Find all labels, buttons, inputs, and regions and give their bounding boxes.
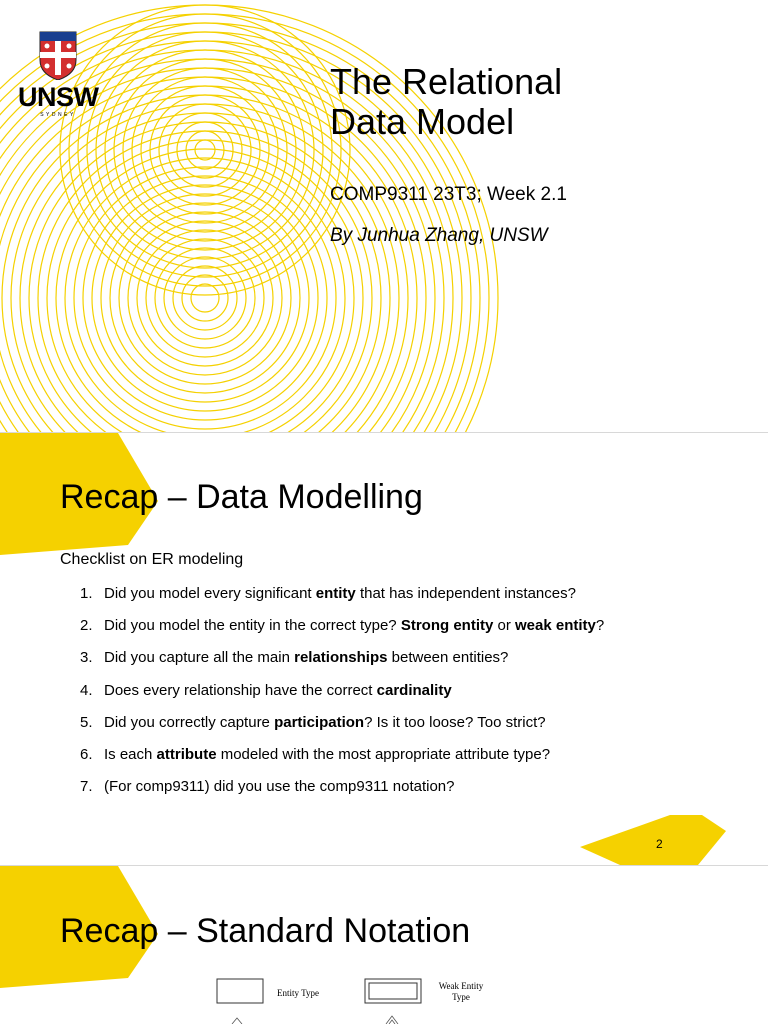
decorative-ring — [191, 284, 219, 312]
course-info: COMP9311 23T3; Week 2.1 — [330, 184, 567, 205]
decorative-ring — [105, 50, 305, 250]
decorative-ring — [159, 104, 251, 196]
title-line-1: The Relational — [330, 61, 563, 102]
item-number: 3. — [80, 649, 93, 667]
weak-entity-label-line-1: Weak Entity — [438, 981, 484, 991]
item-number: 4. — [80, 681, 93, 699]
relationship-symbol — [232, 1018, 242, 1024]
title-slide — [0, 0, 768, 432]
slide-heading: Recap – Standard Notation — [60, 912, 471, 950]
decorative-ring — [164, 257, 246, 339]
item-text: Did you model every significant — [104, 585, 316, 602]
slide-title — [330, 62, 562, 142]
decorative-ring — [101, 194, 309, 402]
item-bold-term: attribute — [156, 745, 217, 763]
item-text: Does every relationship have the correct — [104, 681, 377, 699]
decorative-ring — [92, 185, 318, 411]
item-text: ? — [595, 617, 605, 635]
decorative-ring — [2, 95, 408, 432]
decorative-ring — [123, 68, 287, 232]
item-text: modeled with the most appropriate attribute type? — [216, 745, 551, 763]
logo-wordmark: UNSW — [18, 82, 99, 112]
decorative-ring — [150, 95, 260, 205]
item-bold-term: cardinality — [376, 681, 452, 699]
item-bold-term: participation — [274, 713, 365, 731]
checklist-item — [80, 615, 604, 647]
item-text: (For comp9311) did you use the comp9311 notation? — [104, 778, 455, 796]
item-text: Is each — [104, 745, 157, 763]
logo-subtitle: SYDNEY — [40, 112, 76, 118]
checklist-item — [80, 583, 604, 615]
checklist — [80, 583, 604, 808]
decorative-ring — [74, 167, 336, 429]
crest-icon — [18, 30, 98, 80]
title-line-2: Data Model — [330, 101, 515, 142]
item-number: 2. — [80, 617, 93, 635]
weak-entity-label — [433, 981, 489, 1003]
slide-heading: Recap – Data Modelling — [60, 478, 423, 516]
checklist-item — [80, 776, 604, 808]
page-number-shape — [580, 815, 726, 865]
recap-data-modelling-slide — [0, 433, 768, 865]
item-bold-term: relationships — [294, 649, 388, 667]
item-bold-term: weak entity — [515, 617, 596, 635]
weak-entity-label-line-2: Type — [452, 992, 470, 1002]
item-text: Did you model the entity in the correct type? — [104, 617, 401, 635]
item-bold-term: entity — [315, 585, 356, 602]
item-number: 6. — [80, 745, 93, 763]
decorative-ring — [119, 212, 291, 384]
item-text: that has independent instances? — [355, 585, 576, 602]
item-text: Did you correctly capture — [104, 713, 275, 731]
item-text: ? Is it too loose? Too strict? — [364, 713, 546, 731]
item-number: 7. — [80, 778, 93, 796]
recap-standard-notation-slide — [0, 866, 768, 1024]
item-number: 5. — [80, 713, 93, 731]
checklist-item — [80, 712, 604, 744]
weak-entity-inner-symbol — [369, 983, 417, 999]
author-info: By Junhua Zhang, UNSW — [330, 225, 548, 246]
decorative-ring — [195, 140, 215, 160]
checklist-item — [80, 680, 604, 712]
item-number: 1. — [80, 585, 93, 602]
entity-type-symbol — [217, 979, 263, 1003]
decorative-ring — [182, 275, 228, 321]
page-number: 2 — [656, 837, 663, 851]
checklist-title: Checklist on ER modeling — [60, 551, 244, 568]
item-text: between entities? — [387, 649, 509, 667]
decorative-ring — [60, 5, 350, 295]
checklist-item — [80, 647, 604, 679]
decorative-ring — [132, 77, 278, 223]
item-bold-term: Strong entity — [400, 617, 494, 635]
entity-type-label: Entity Type — [277, 988, 319, 998]
item-text: Did you capture all the main — [104, 649, 295, 667]
checklist-item — [80, 744, 604, 776]
item-text: or — [493, 617, 516, 635]
